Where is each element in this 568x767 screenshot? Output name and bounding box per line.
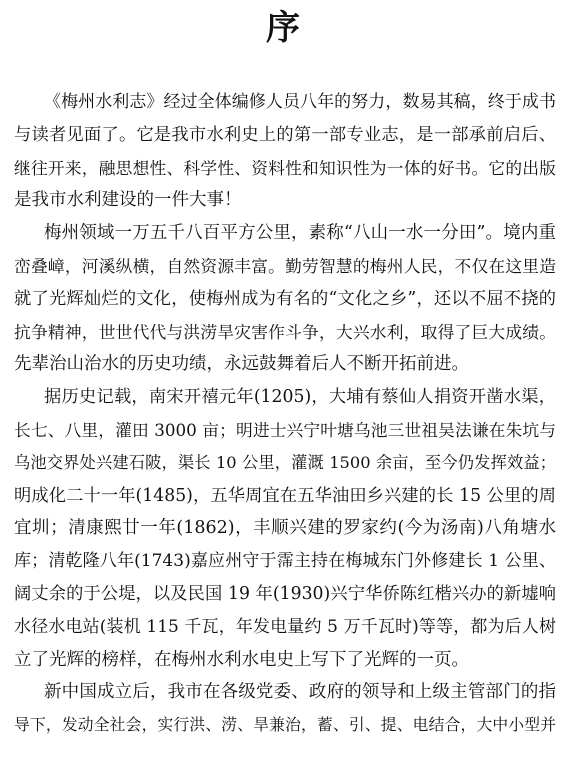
text-line: 峦叠嶂，河溪纵横，自然资源丰富。勤劳智慧的梅州人民，不仅在这里造 bbox=[14, 255, 556, 276]
text-line: 长七、八里，灌田 3000 亩；明进士兴宁叶塘乌池三世祖吴法谦在朱坑与 bbox=[14, 419, 556, 440]
text-line: 是我市水利建设的一件大事！ bbox=[14, 190, 242, 211]
text-line: 先辈治山治水的历史功绩，永远鼓舞着后人不断开拓前进。 bbox=[14, 354, 469, 375]
text-line: 抗争精神，世世代代与洪涝旱灾害作斗争，大兴水利，取得了巨大成绩。 bbox=[14, 321, 556, 342]
text-line: 新中国成立后，我市在各级党委、政府的领导和上级主管部门的指 bbox=[44, 682, 556, 703]
text-line: 乌池交界处兴建石陂，渠长 10 公里，灌溉 1500 余亩，至今仍发挥效益； bbox=[14, 452, 556, 472]
text-line: 梅州领域一万五千八百平方公里，素称“八山一水一分田”。境内重 bbox=[44, 223, 556, 244]
text-line: 库；清乾隆八年(1743)嘉应州守于霈主持在梅城东门外修建长 1 公里、 bbox=[14, 551, 556, 572]
text-line: 《梅州水利志》经过全体编修人员八年的努力，数易其稿，终于成书 bbox=[44, 92, 556, 112]
page-title: 序 bbox=[266, 8, 302, 48]
text-line: 导下，发动全社会，实行洪、涝、旱兼治，蓄、引、提、电结合，大中小型并 bbox=[14, 715, 556, 735]
text-line: 水径水电站(装机 115 千瓦，年发电量约 5 万千瓦时)等等，都为后人树 bbox=[14, 616, 556, 637]
text-line: 立了光辉的榜样，在梅州水利水电史上写下了光辉的一页。 bbox=[14, 649, 469, 670]
preface-body bbox=[14, 86, 556, 742]
text-line: 继往开来，融思想性、科学性、资料性和知识性为一体的好书。它的出版 bbox=[14, 157, 556, 178]
text-line: 与读者见面了。它是我市水利史上的第一部专业志，是一部承前启后、 bbox=[14, 124, 556, 145]
text-line: 阔丈余的于公堤，以及民国 19 年(1930)兴宁华侨陈红楷兴办的新墟响 bbox=[14, 583, 556, 604]
text-line: 据历史记载，南宋开禧元年(1205)，大埔有蔡仙人捐资开凿水渠， bbox=[44, 387, 556, 408]
text-line: 明成化二十一年(1485)，五华周宜在五华油田乡兴建的长 15 公里的周 bbox=[14, 485, 556, 506]
text-line: 就了光辉灿烂的文化，使梅州成为有名的“文化之乡”，还以不屈不挠的 bbox=[14, 288, 556, 309]
text-line: 宜圳；清康熙廿一年(1862)，丰顺兴建的罗家约(今为汤南)八角塘水 bbox=[14, 518, 556, 539]
